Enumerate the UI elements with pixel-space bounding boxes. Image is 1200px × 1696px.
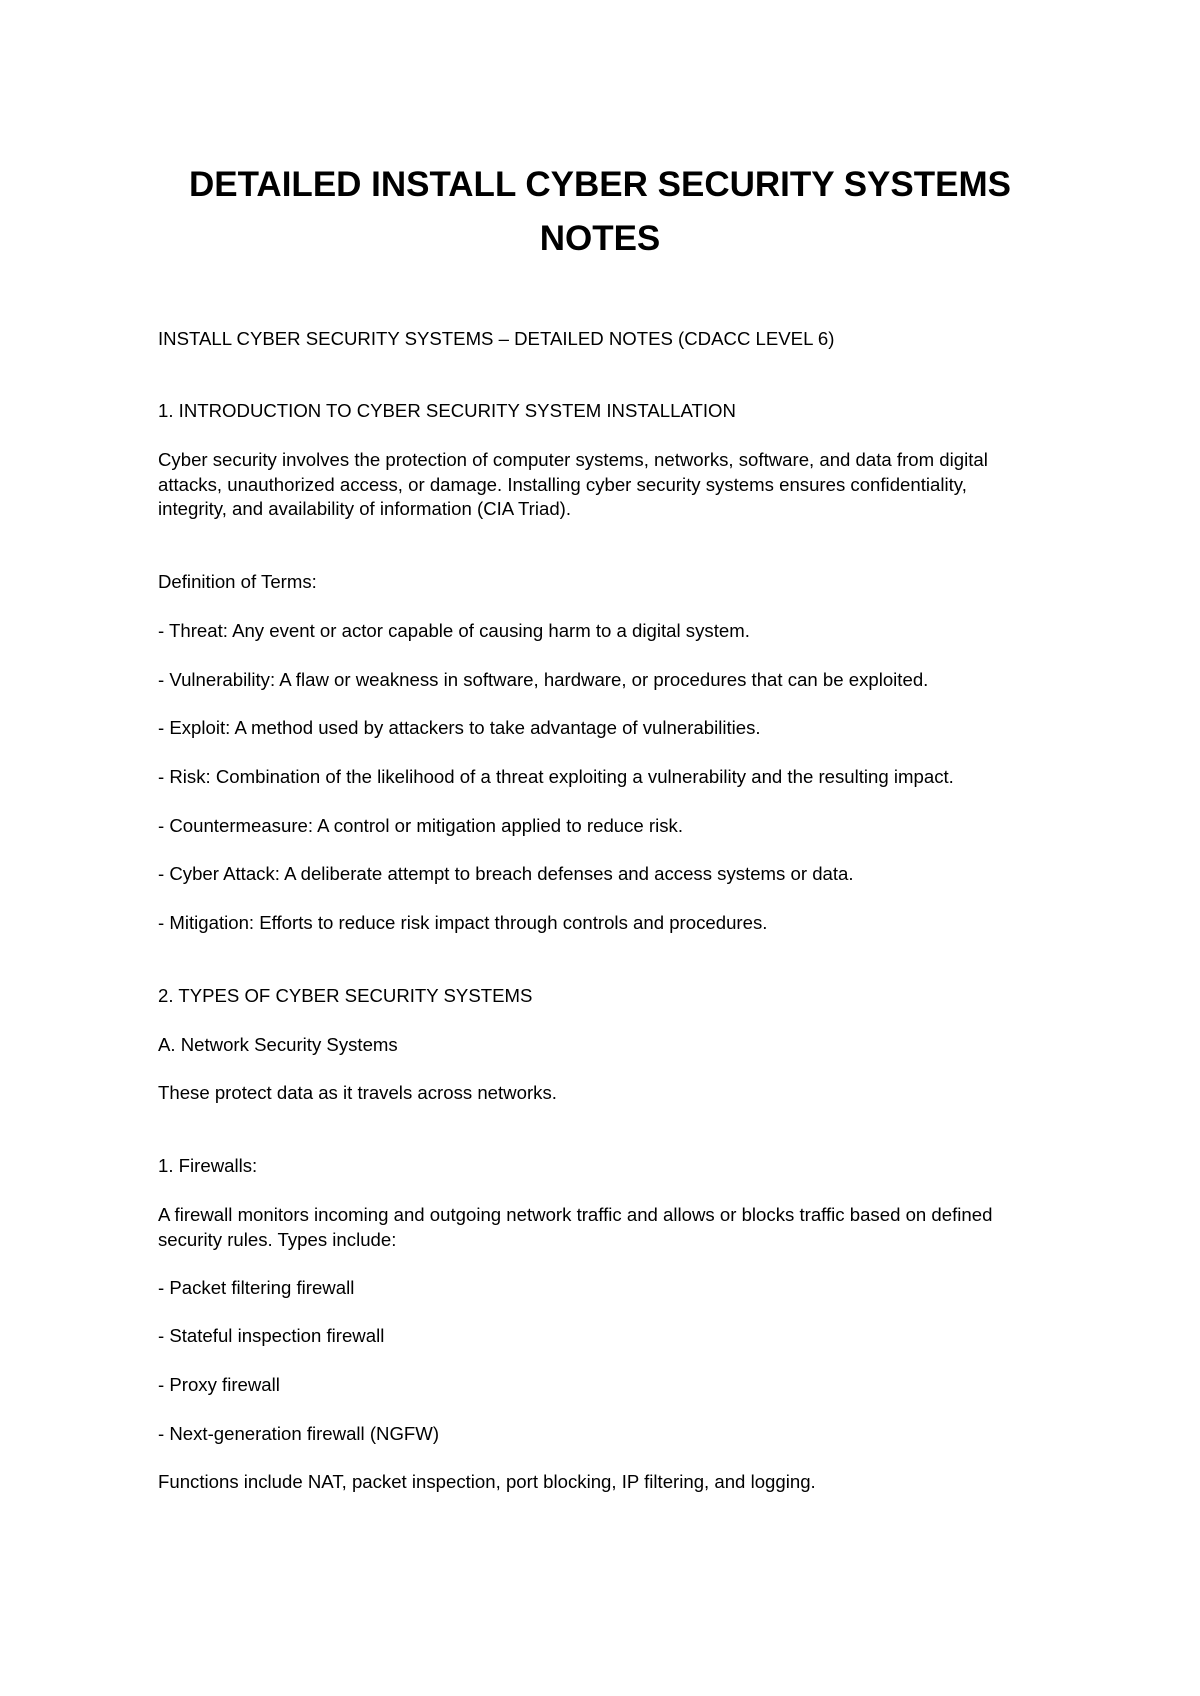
section-2-subheading: A. Network Security Systems <box>158 1034 398 1055</box>
section-2-intro: These protect data as it travels across networks. <box>158 1082 557 1103</box>
firewalls-description: A firewall monitors incoming and outgoing network traffic and allows or blocks traffic based on defined security rules. Types include: <box>158 1204 993 1250</box>
definition-item: - Cyber Attack: A deliberate attempt to breach defenses and access systems or data. <box>158 863 854 884</box>
firewalls-heading: 1. Firewalls: <box>158 1155 258 1176</box>
firewall-functions: Functions include NAT, packet inspection, port blocking, IP filtering, and logging. <box>158 1471 816 1492</box>
section-1-heading: 1. INTRODUCTION TO CYBER SECURITY SYSTEM INSTALLATION <box>158 400 736 421</box>
firewall-type-item: - Proxy firewall <box>158 1374 280 1395</box>
definition-item: - Risk: Combination of the likelihood of a threat exploiting a vulnerability and the resulting impact. <box>158 766 954 787</box>
section-1-intro: Cyber security involves the protection of computer systems, networks, software, and data from digital attacks, unauthorized access, or damage. Installing cyber security systems ensures confidentiality, integrity, and availability of information (CIA Triad). <box>158 449 988 519</box>
definition-item: - Exploit: A method used by attackers to take advantage of vulnerabilities. <box>158 717 761 738</box>
definition-item: - Mitigation: Efforts to reduce risk impact through controls and procedures. <box>158 912 768 933</box>
firewall-type-item: - Next-generation firewall (NGFW) <box>158 1423 440 1444</box>
definition-item: - Countermeasure: A control or mitigation applied to reduce risk. <box>158 815 684 836</box>
section-2-heading: 2. TYPES OF CYBER SECURITY SYSTEMS <box>158 985 533 1006</box>
definitions-heading: Definition of Terms: <box>158 571 317 592</box>
definition-item: - Vulnerability: A flaw or weakness in software, hardware, or procedures that can be exploited. <box>158 669 929 690</box>
definition-item: - Threat: Any event or actor capable of causing harm to a digital system. <box>158 620 750 641</box>
firewall-type-item: - Packet filtering firewall <box>158 1277 355 1298</box>
document-title: DETAILED INSTALL CYBER SECURITY SYSTEMS NOTES <box>189 165 1011 258</box>
document-subtitle: INSTALL CYBER SECURITY SYSTEMS – DETAILED NOTES (CDACC LEVEL 6) <box>158 328 835 349</box>
firewall-type-item: - Stateful inspection firewall <box>158 1325 385 1346</box>
